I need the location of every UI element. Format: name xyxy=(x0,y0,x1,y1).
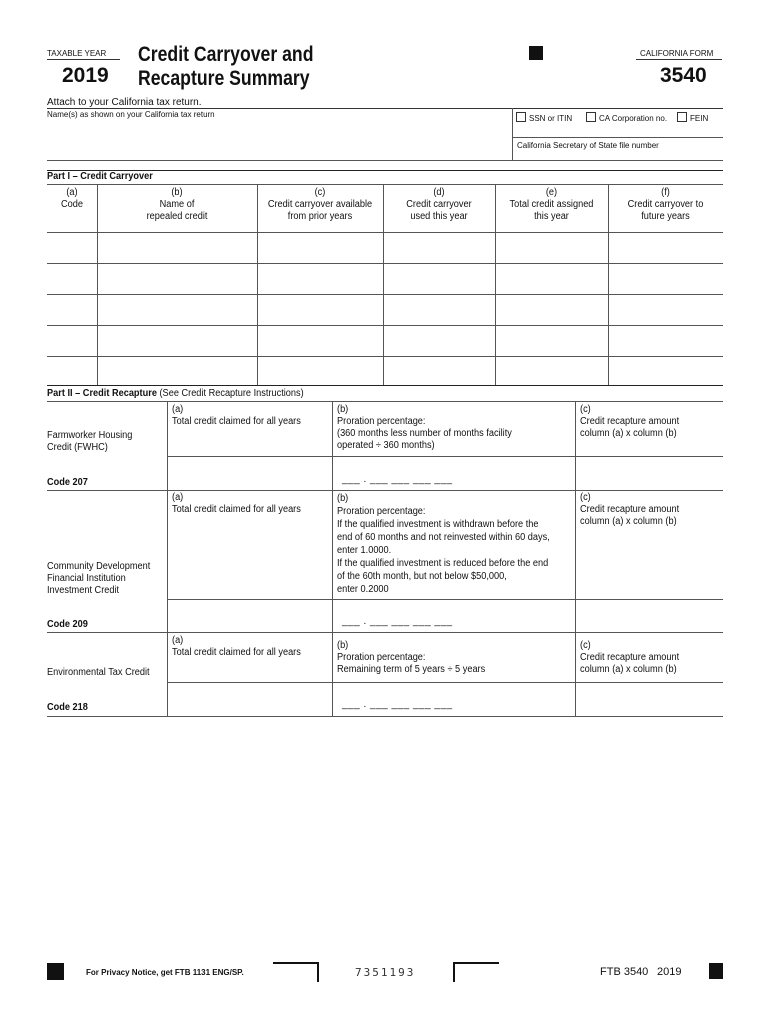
ssn-checkbox[interactable] xyxy=(516,112,526,122)
p2-s3-c-line2: column (a) x column (b) xyxy=(580,664,677,675)
p1-col-c-header xyxy=(262,187,378,223)
p2-s1-bottom-rule xyxy=(47,490,723,491)
p2-s3-b-line2: Remaining term of 5 years ÷ 5 years xyxy=(337,664,486,675)
p2-s3-amount-c[interactable] xyxy=(576,683,722,715)
id-number-field[interactable] xyxy=(516,122,721,136)
p2-s3-a-text: Total credit claimed for all years xyxy=(172,647,301,658)
p2-s3-c-line1: Credit recapture amount xyxy=(580,652,680,663)
p2-s3-name-line1: Environmental Tax Credit xyxy=(47,667,150,678)
header-bottom-rule xyxy=(47,160,723,161)
p2-s3-b-line1: Proration percentage: xyxy=(337,652,426,663)
p2-s2-col-c xyxy=(580,492,679,528)
part2-title-rest: (See Credit Recapture Instructions) xyxy=(156,388,304,399)
p2-s2-b-letter: (b) xyxy=(337,493,349,504)
registration-mark-bottom-right xyxy=(709,963,723,979)
p1-col-b-header xyxy=(103,187,250,223)
p2-s2-bottom-rule xyxy=(47,632,723,633)
id-box-divider xyxy=(512,108,513,160)
p2-s3-a-letter: (a) xyxy=(172,635,184,646)
p2-s2-b-line1: Proration percentage: xyxy=(337,506,426,517)
p1-r5-future[interactable] xyxy=(609,357,722,384)
p1-r3-used[interactable] xyxy=(384,295,494,324)
p1-r3-name[interactable] xyxy=(98,295,256,324)
p2-s2-a-text: Total credit claimed for all years xyxy=(172,504,301,515)
p1-col-b-letter: (b) xyxy=(171,187,183,198)
p2-s2-vline-b xyxy=(332,490,333,632)
p2-s2-b-line5: If the qualified investment is reduced before the end xyxy=(337,558,549,569)
sos-file-label: California Secretary of State file number xyxy=(517,141,659,150)
p1-r1-used[interactable] xyxy=(384,233,494,262)
names-top-rule xyxy=(47,108,723,109)
p1-r5-available[interactable] xyxy=(258,357,382,384)
p2-s1-code: Code 207 xyxy=(47,477,88,488)
p2-s1-c-line2: column (a) x column (b) xyxy=(580,428,677,439)
p1-r3-future[interactable] xyxy=(609,295,722,324)
names-label: Name(s) as shown on your California tax return xyxy=(47,110,215,119)
p2-s1-col-b xyxy=(337,404,512,452)
p1-r2-used[interactable] xyxy=(384,264,494,293)
taxable-year-label: TAXABLE YEAR xyxy=(47,49,107,58)
corp-checkbox[interactable] xyxy=(586,112,596,122)
p2-s3-bottom-rule xyxy=(47,716,723,717)
p2-s1-b-line1: Proration percentage: xyxy=(337,416,426,427)
p1-r2-assigned[interactable] xyxy=(496,264,607,293)
p1-r4-code[interactable] xyxy=(48,326,96,355)
p1-col-d-line2: used this year xyxy=(410,211,468,222)
corp-label: CA Corporation no. xyxy=(599,114,668,123)
part1-header-rule xyxy=(47,184,723,185)
attach-instruction: Attach to your California tax return. xyxy=(47,97,202,108)
p1-col-a-label: Code xyxy=(61,199,83,210)
p1-col-f-header xyxy=(613,187,719,223)
part1-title-bold: Part I xyxy=(47,171,71,182)
p2-s2-col-b xyxy=(337,492,550,596)
p1-r4-name[interactable] xyxy=(98,326,256,355)
p2-s2-code: Code 209 xyxy=(47,619,88,630)
p2-s2-c-letter: (c) xyxy=(580,492,591,503)
p2-s2-col-a xyxy=(172,492,301,516)
p1-r3-assigned[interactable] xyxy=(496,295,607,324)
p1-r4-future[interactable] xyxy=(609,326,722,355)
p2-s3-percentage[interactable]: ___ . ___ ___ ___ ___ xyxy=(342,699,453,710)
p2-s3-col-a xyxy=(172,635,301,659)
p1-col-e-header xyxy=(500,187,604,223)
p2-s2-b-line3: end of 60 months and not reinvested within 60 days, xyxy=(337,532,550,543)
p1-r2-future[interactable] xyxy=(609,264,722,293)
part1-title xyxy=(47,171,153,182)
part1-title-rest: – Credit Carryover xyxy=(70,171,153,182)
part2-header-rule xyxy=(47,401,723,402)
p2-s2-b-line4: enter 1.0000. xyxy=(337,545,392,556)
p2-s1-b-line2: (360 months less number of months facility xyxy=(337,428,512,439)
p1-r3-available[interactable] xyxy=(258,295,382,324)
ssn-label: SSN or ITIN xyxy=(529,114,573,123)
names-field[interactable] xyxy=(47,120,507,138)
p2-s2-name xyxy=(47,561,150,597)
p2-s1-col-a xyxy=(172,404,301,428)
p1-r4-assigned[interactable] xyxy=(496,326,607,355)
fein-label: FEIN xyxy=(690,114,709,123)
p1-r4-used[interactable] xyxy=(384,326,494,355)
barcode-number: 7351193 xyxy=(355,966,416,979)
part2-title-bold: Part II xyxy=(47,388,73,399)
p1-col-b-line2: repealed credit xyxy=(146,211,208,222)
p1-col-b-line1: Name of xyxy=(159,199,195,210)
form-number: 3540 xyxy=(660,64,707,87)
p1-col-d-letter: (d) xyxy=(433,187,445,198)
p1-col-e-line2: this year xyxy=(534,211,569,222)
p2-s1-b-line3: operated ÷ 360 months) xyxy=(337,440,435,451)
footer-form-id: FTB 3540 xyxy=(600,966,649,978)
p2-s2-c-line1: Credit recapture amount xyxy=(580,504,680,515)
p1-r1-code[interactable] xyxy=(48,233,96,262)
taxable-year-rule xyxy=(47,59,120,60)
p2-s3-c-letter: (c) xyxy=(580,640,591,651)
p1-row-rule-5 xyxy=(47,385,723,386)
p2-s3-col-c xyxy=(580,640,679,676)
p1-col-d-line1: Credit carryover xyxy=(406,199,472,210)
p1-r2-name[interactable] xyxy=(98,264,256,293)
p2-s1-b-letter: (b) xyxy=(337,404,349,415)
p2-s2-a-letter: (a) xyxy=(172,492,184,503)
p2-s1-name-line1: Farmworker Housing xyxy=(47,430,133,441)
p1-r5-used[interactable] xyxy=(384,357,494,384)
p2-s1-amount-a[interactable] xyxy=(168,457,331,489)
registration-mark-top xyxy=(529,46,543,60)
part2-title xyxy=(47,388,304,399)
p2-s2-percentage[interactable]: ___ . ___ ___ ___ ___ xyxy=(342,616,453,627)
p1-r2-code[interactable] xyxy=(48,264,96,293)
p2-s1-a-letter: (a) xyxy=(172,404,184,415)
p1-col-a-letter: (a) xyxy=(66,187,78,198)
p2-s3-code: Code 218 xyxy=(47,702,88,713)
p1-r3-code[interactable] xyxy=(48,295,96,324)
p1-r1-assigned[interactable] xyxy=(496,233,607,262)
p2-s1-c-letter: (c) xyxy=(580,404,591,415)
p2-s3-name xyxy=(47,667,150,679)
p1-col-a-header xyxy=(49,187,95,211)
p1-r4-available[interactable] xyxy=(258,326,382,355)
p2-s1-name-line2: Credit (FWHC) xyxy=(47,442,108,453)
p2-s2-name-line3: Investment Credit xyxy=(47,585,120,596)
p2-s1-c-line1: Credit recapture amount xyxy=(580,416,680,427)
id-box-rule xyxy=(512,137,723,138)
footer-form-year: 2019 xyxy=(657,966,682,978)
p1-r2-available[interactable] xyxy=(258,264,382,293)
tax-year: 2019 xyxy=(62,64,109,87)
p1-r1-future[interactable] xyxy=(609,233,722,262)
p2-s3-amount-a[interactable] xyxy=(168,683,331,715)
p2-s2-b-line6: of the 60th month, but not below $50,000, xyxy=(337,571,507,582)
p2-s2-b-line2: If the qualified investment is withdrawn before the xyxy=(337,519,539,530)
form-title-line2: Recapture Summary xyxy=(138,67,310,90)
p2-s2-name-line1: Community Development xyxy=(47,561,151,572)
p1-r1-name[interactable] xyxy=(98,233,256,262)
p2-s1-col-c xyxy=(580,404,679,440)
p2-s2-c-line2: column (a) x column (b) xyxy=(580,516,677,527)
crop-mark-right xyxy=(453,962,499,982)
p2-s1-a-text: Total credit claimed for all years xyxy=(172,416,301,427)
p2-s1-vline-b xyxy=(332,401,333,490)
p1-col-e-letter: (e) xyxy=(545,187,558,198)
crop-mark-left xyxy=(273,962,319,982)
p1-col-c-line1: Credit carryover available xyxy=(267,199,373,210)
p1-r5-name[interactable] xyxy=(98,357,256,384)
form-title-line1: Credit Carryover and xyxy=(138,43,314,66)
p1-r5-code[interactable] xyxy=(48,357,96,384)
p2-s3-b-letter: (b) xyxy=(337,640,349,651)
part2-title-mid: – Credit Recapture xyxy=(72,388,157,399)
p1-col-f-letter: (f) xyxy=(661,187,670,198)
p1-r5-assigned[interactable] xyxy=(496,357,607,384)
california-form-rule xyxy=(636,59,722,60)
p2-s1-percentage[interactable]: ___ . ___ ___ ___ ___ xyxy=(342,474,453,485)
p1-col-f-line2: future years xyxy=(641,211,690,222)
p2-s1-amount-c[interactable] xyxy=(576,457,722,489)
sos-file-field[interactable] xyxy=(516,150,721,160)
p2-s3-vline-b xyxy=(332,632,333,716)
fein-checkbox[interactable] xyxy=(677,112,687,122)
p2-s2-amount-a[interactable] xyxy=(168,600,331,631)
registration-mark-bottom-left xyxy=(47,963,64,980)
p1-col-c-line2: from prior years xyxy=(287,211,353,222)
p2-s2-name-line2: Financial Institution xyxy=(47,573,126,584)
privacy-notice: For Privacy Notice, get FTB 1131 ENG/SP. xyxy=(86,968,244,977)
california-form-label: CALIFORNIA FORM xyxy=(640,49,714,58)
p2-s2-b-line7: enter 0.2000 xyxy=(337,584,389,595)
p2-s3-col-b xyxy=(337,640,485,676)
p1-r1-available[interactable] xyxy=(258,233,382,262)
p1-col-e-line1: Total credit assigned xyxy=(509,199,594,210)
p1-col-c-letter: (c) xyxy=(314,187,326,198)
p2-s2-amount-c[interactable] xyxy=(576,600,722,631)
p2-s1-name xyxy=(47,430,132,454)
p1-col-d-header xyxy=(387,187,490,223)
p1-col-f-line1: Credit carryover to xyxy=(627,199,704,210)
